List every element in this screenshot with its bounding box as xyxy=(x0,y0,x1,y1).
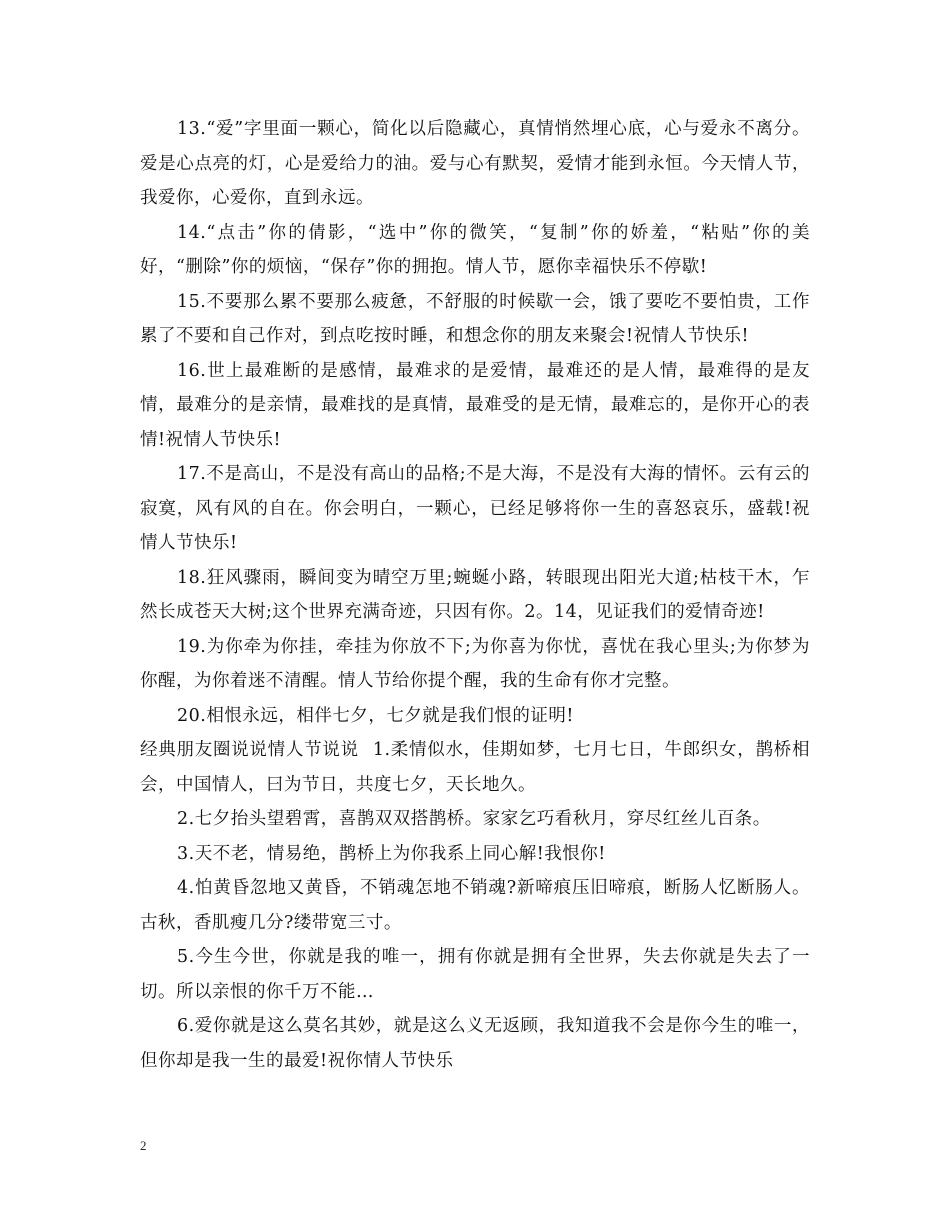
paragraph: 20.相恨永远，相伴七夕，七夕就是我们恨的证明! xyxy=(177,705,574,726)
section-paragraph xyxy=(140,733,810,802)
paragraph: 14.“点击”你的倩影，“选中”你的微笑，“复制”你的娇羞，“粘贴”你的美好，“删除”你的烦恼，“保存”你的拥抱。情人节，愿你幸福快乐不停歇! xyxy=(140,222,810,277)
paragraph: 19.为你牵为你挂，牵挂为你放不下;为你喜为你忧，喜忧在我心里头;为你梦为你醒，为你着迷不清醒。情人节给你提个醒，我的生命有你才完整。 xyxy=(140,636,810,691)
paragraph: 6.爱你就是这么莫名其妙，就是这么义无返顾，我知道我不会是你今生的唯一，但你却是我一生的最爱!祝你情人节快乐 xyxy=(140,1016,810,1071)
page-number: 2 xyxy=(140,1138,147,1153)
paragraph: 2.七夕抬头望碧霄，喜鹊双双搭鹊桥。家家乞巧看秋月，穿尽红丝儿百条。 xyxy=(177,809,771,829)
paragraph: 3.天不老，情易绝，鹊桥上为你我系上同心解!我恨你! xyxy=(177,843,606,864)
paragraph: 4.怕黄昏忽地又黄昏，不销魂怎地不销魂?新啼痕压旧啼痕，断肠人忆断肠人。古秋，香肌瘦几分?缕带宽三寸。 xyxy=(140,878,810,933)
paragraph: 13.“爱”字里面一颗心，简化以后隐藏心，真情悄然埋心底，心与爱永不离分。爱是心点亮的灯，心是爱给力的油。爱与心有默契，爱情才能到永恒。今天情人节，我爱你，心爱你，直到永远。 xyxy=(140,119,810,208)
paragraph: 15.不要那么累不要那么疲惫，不舒服的时候歇一会，饿了要吃不要怕贵，工作累了不要和自己作对，到点吃按时睡，和想念你的朋友来聚会!祝情人节快乐! xyxy=(140,291,810,346)
section-title: 经典朋友圈说说情人节说说 xyxy=(140,740,359,760)
document-body xyxy=(140,112,810,1078)
paragraph: 18.狂风骤雨，瞬间变为晴空万里;蜿蜒小路，转眼现出阳光大道;枯枝干木，乍然长成苍天大树;这个世界充满奇迹，只因有你。2。14，见证我们的爱情奇迹! xyxy=(140,567,810,622)
paragraph: 17.不是高山，不是没有高山的品格;不是大海，不是没有大海的情怀。云有云的寂寞，风有风的自在。你会明白，一颗心，已经足够将你一生的喜怒哀乐，盛载!祝情人节快乐! xyxy=(140,464,810,553)
paragraph: 5.今生今世，你就是我的唯一，拥有你就是拥有全世界，失去你就是失去了一切。所以亲恨的你千万不能… xyxy=(140,947,810,1002)
section-first-item: 1.柔情似水，佳期如梦，七月七日，牛郎织女，鹊桥相会，中国情人，曰为节日，共度七夕，天长地久。 xyxy=(140,740,810,795)
paragraph: 16.世上最难断的是感情，最难求的是爱情，最难还的是人情，最难得的是友情，最难分的是亲情，最难找的是真情，最难受的是无情，最难忘的，是你开心的表情!祝情人节快乐! xyxy=(140,360,810,450)
